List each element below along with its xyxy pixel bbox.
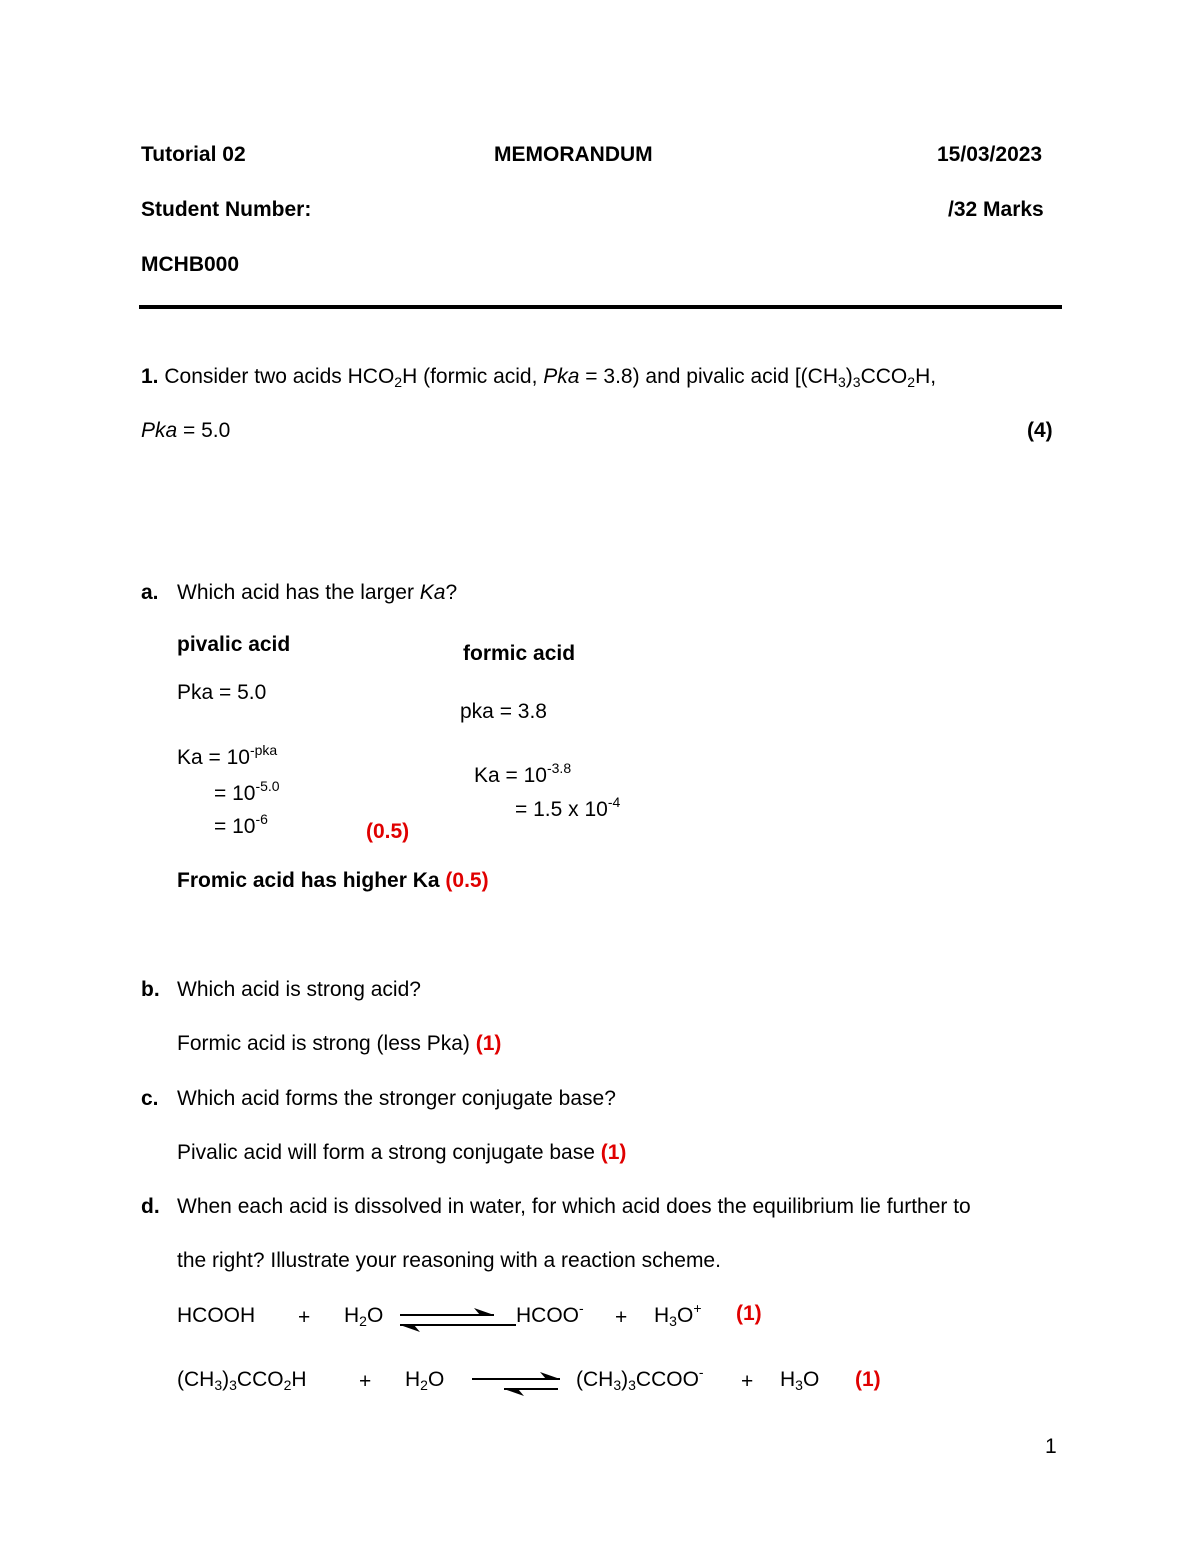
question-c-text: Which acid forms the stronger conjugate base? — [177, 1087, 616, 1110]
question-d-text-line-1: When each acid is dissolved in water, for which acid does the equilibrium lie further to — [177, 1195, 971, 1218]
pivalic-ka-formula: $Ka = 10^{-pka}$ — [177, 742, 278, 769]
reaction-2-product: $(CH_3)_3CCOO^-$ — [576, 1364, 704, 1393]
formic-ka-value: = 1.5 x $10^{-4}$ — [515, 794, 621, 821]
reaction-2-water: $H_2O$ — [405, 1368, 445, 1393]
reaction-2-hydronium: $H_3O$ — [780, 1368, 820, 1393]
document-date: 15/03/2023 — [937, 143, 1043, 166]
pivalic-ka-step-1: = $10^{-5.0}$ — [214, 778, 280, 805]
question-a-conclusion: Fromic acid has higher Ka (0.5) — [177, 869, 489, 892]
question-d-text-line-2: the right? Illustrate your reasoning with a reaction scheme. — [177, 1249, 721, 1272]
question-1-marks: (4) — [1027, 419, 1053, 442]
pivalic-ka-step-2: = $10^{-6}$ — [214, 811, 268, 838]
question-1-line-1: 1. Consider two acids $HCO_2H$ (formic acid, Pka = 3.8) and pivalic acid [$(CH_3)_3CCO_2H$, — [141, 365, 937, 390]
reaction-2-plus-2: + — [741, 1370, 754, 1393]
question-b-answer: Formic acid is strong (less Pka) (1) — [177, 1032, 502, 1055]
question-a-label: a. — [141, 581, 159, 604]
document-title: MEMORANDUM — [494, 143, 653, 166]
reaction-1-mark: (1) — [736, 1302, 762, 1325]
pivalic-pka: Pka = 5.0 — [177, 681, 267, 704]
reaction-1-hydronium: $H_3O^+$ — [654, 1300, 702, 1329]
tutorial-label: Tutorial 02 — [141, 143, 246, 166]
reaction-1-equilibrium-arrow — [398, 1304, 518, 1334]
reaction-2-equilibrium-arrow — [470, 1368, 565, 1398]
reaction-1-reactant: HCOOH — [177, 1304, 256, 1327]
reaction-2-plus: + — [359, 1370, 372, 1393]
pivalic-heading: pivalic acid — [177, 633, 291, 656]
question-a-text: Which acid has the larger Ka? — [177, 581, 458, 604]
formic-pka: pka = 3.8 — [460, 700, 547, 723]
reaction-1-plus: + — [298, 1306, 311, 1329]
question-c-label: c. — [141, 1087, 159, 1110]
question-1-line-2: Pka = 5.0 — [141, 419, 231, 442]
question-b-label: b. — [141, 978, 160, 1001]
page-number: 1 — [1045, 1435, 1057, 1458]
total-marks: /32 Marks — [948, 198, 1044, 221]
student-number-label: Student Number: — [141, 198, 312, 221]
reaction-1-plus-2: + — [615, 1306, 628, 1329]
reaction-2-mark: (1) — [855, 1368, 881, 1391]
formic-heading: formic acid — [463, 642, 576, 665]
question-d-label: d. — [141, 1195, 160, 1218]
formic-ka-formula: $Ka = 10^{-3.8}$ — [474, 760, 572, 787]
module-code: MCHB000 — [141, 253, 240, 276]
reaction-2-reactant: $(CH_3)_3CCO_2H$ — [177, 1368, 307, 1393]
question-c-answer: Pivalic acid will form a strong conjugate base (1) — [177, 1141, 627, 1164]
pivalic-mark: (0.5) — [366, 820, 410, 843]
header-divider — [139, 305, 1062, 309]
reaction-1-product-formate: HCOO- — [516, 1300, 584, 1327]
question-b-text: Which acid is strong acid? — [177, 978, 421, 1001]
reaction-1-water: $H_2O$ — [344, 1304, 384, 1329]
